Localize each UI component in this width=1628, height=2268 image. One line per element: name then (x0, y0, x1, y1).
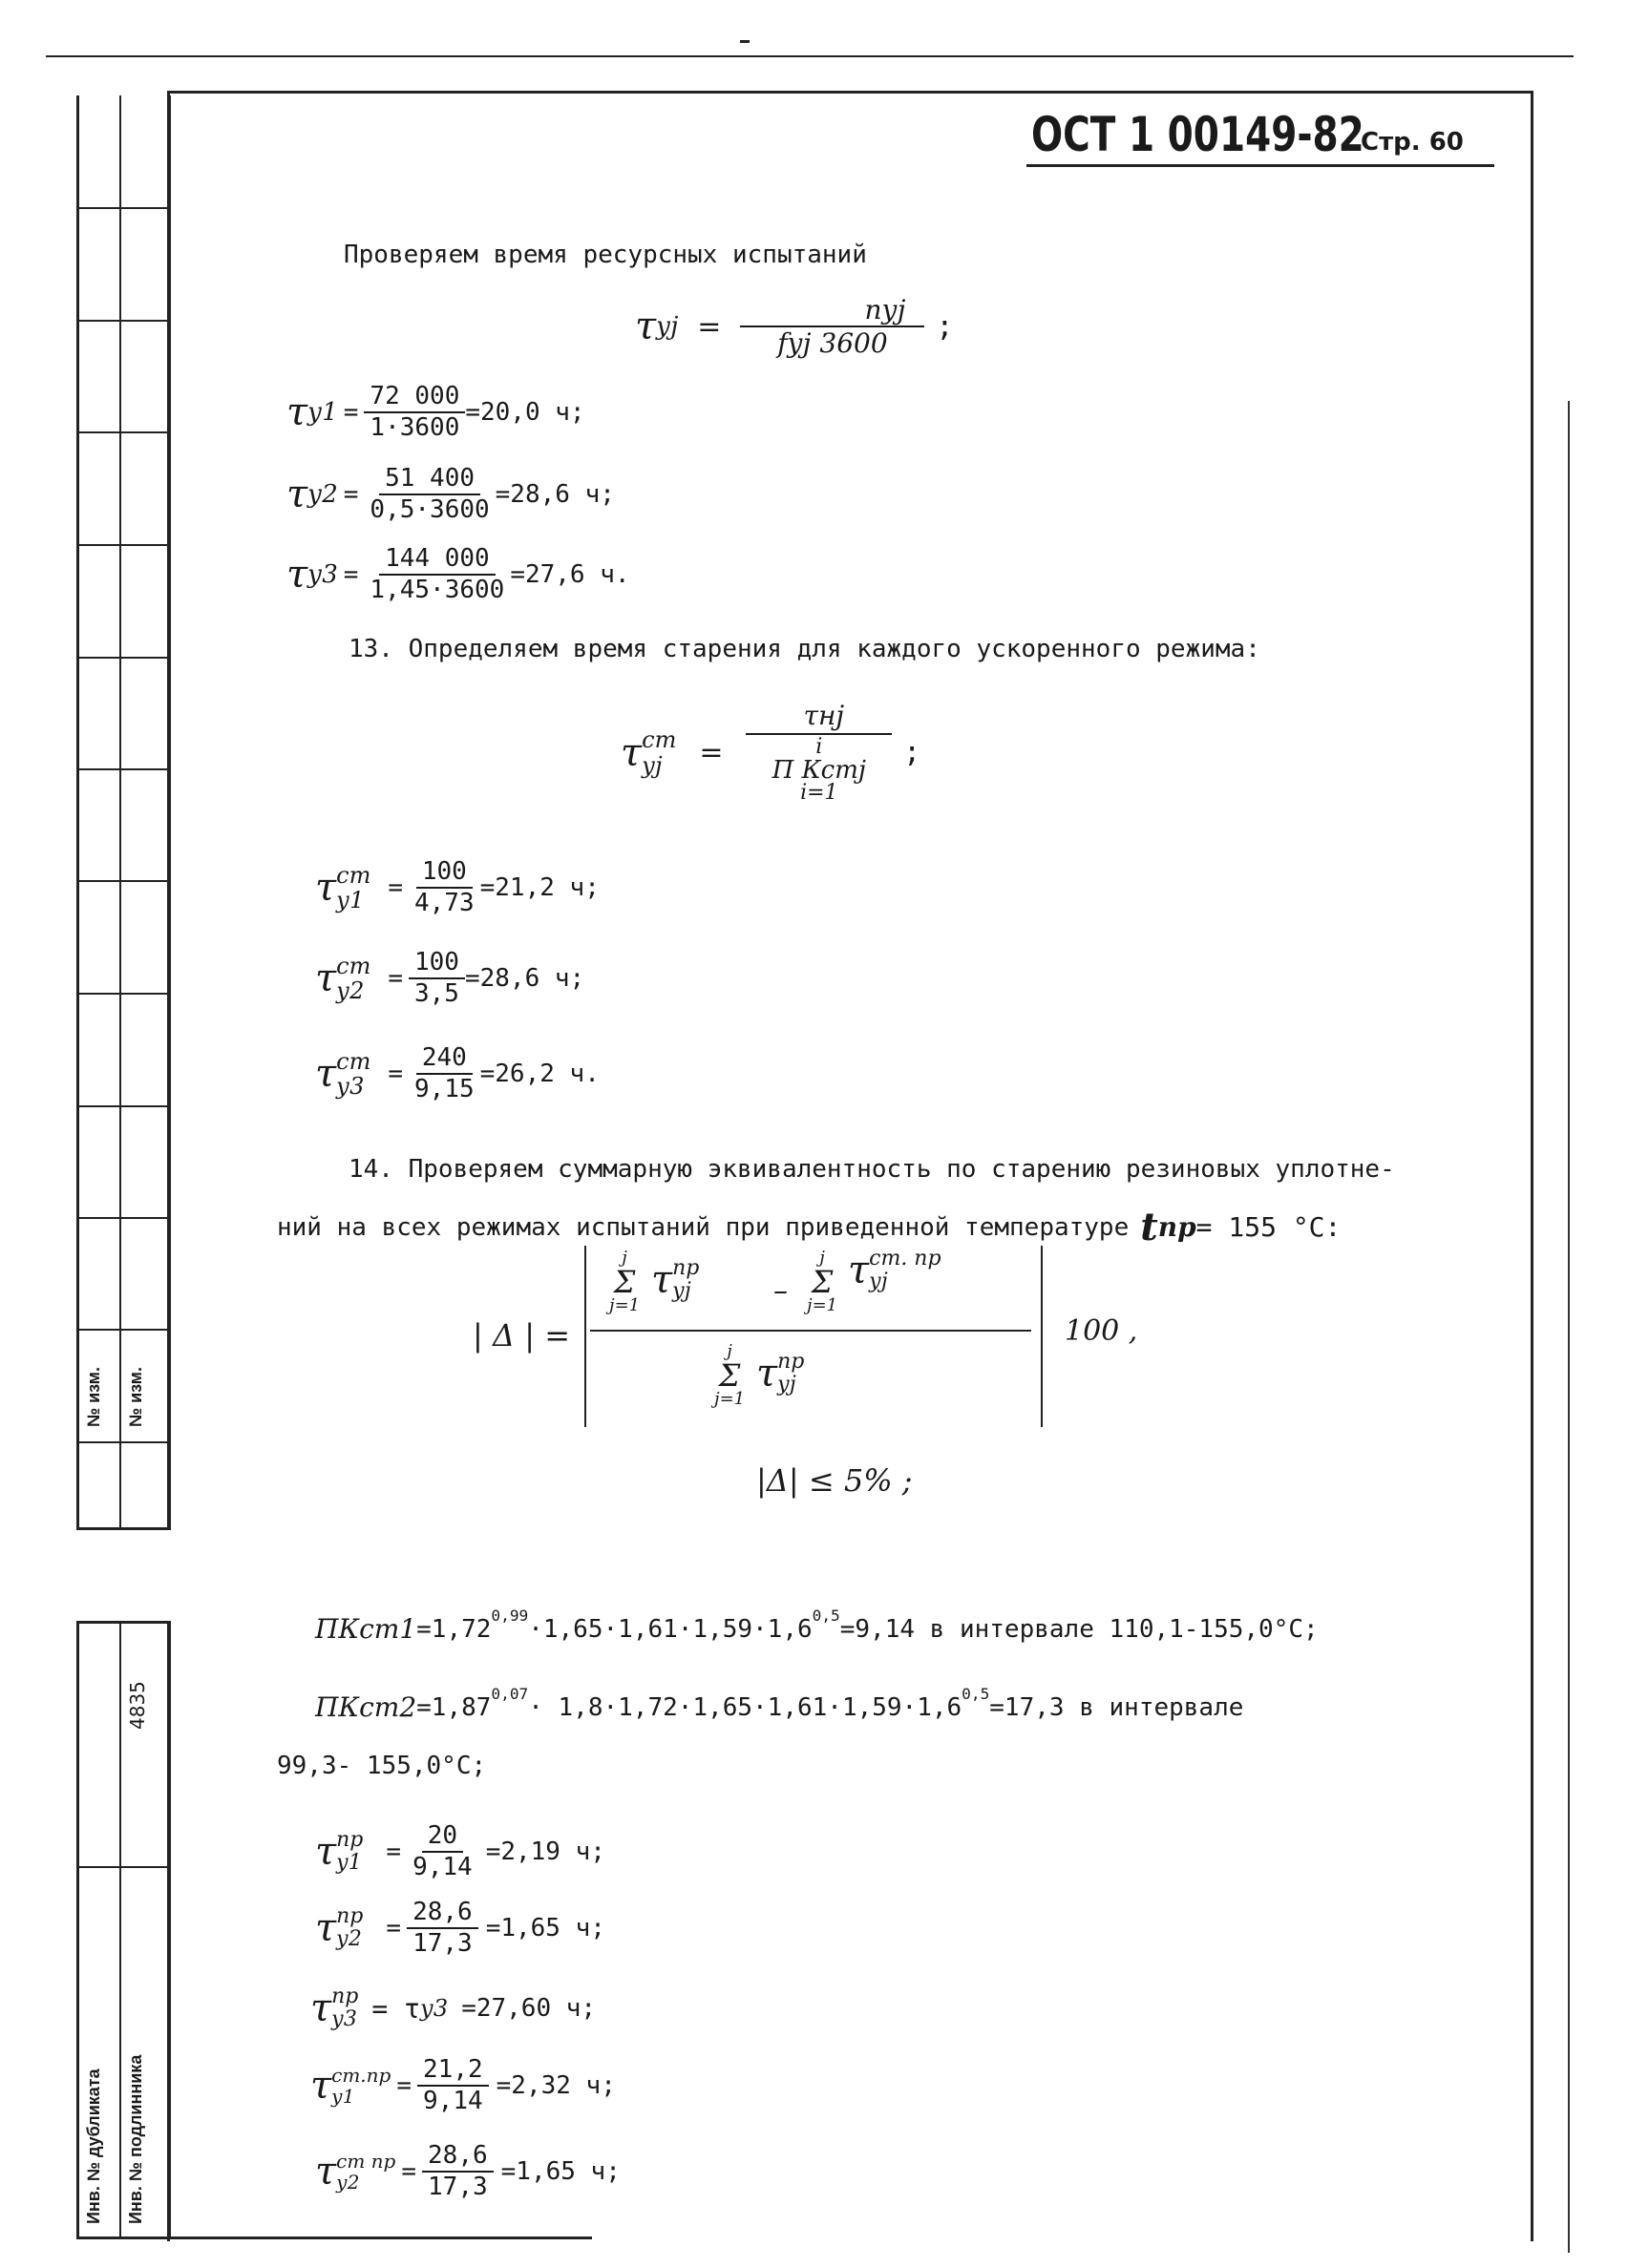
formula-tail: ; (903, 736, 921, 770)
row-num: 28,6 (422, 2143, 494, 2173)
row-fraction (409, 859, 480, 917)
section-13-formula (621, 702, 920, 804)
tau-symbol: τ (286, 472, 308, 517)
sum-1-top: j (622, 1248, 627, 1268)
formula-sub: уj (656, 312, 679, 342)
row-den: 9,15 (414, 1075, 475, 1104)
row-num: 100 (409, 950, 465, 979)
row-result: =1,65 ч; (500, 2157, 621, 2187)
strip-gap (76, 1530, 171, 1624)
row-supsub (331, 1985, 358, 2031)
formula-num: nуj (740, 296, 924, 327)
pk-line-2-cont: 99,3- 155,0°С; (277, 1752, 487, 1780)
right-margin-line (1568, 401, 1570, 2253)
pk2-tail: =17,3 в интервале (989, 1692, 1244, 1722)
row-den: 9,14 (423, 2087, 483, 2116)
resource-row-2 (286, 466, 615, 524)
strip-rule-10 (79, 1217, 168, 1219)
row-sup: ст пр (336, 2150, 396, 2174)
abs-delta: | Δ | = (473, 1317, 570, 1354)
section-14-line-2 (277, 1205, 1341, 1250)
row-sub: у3 (307, 560, 338, 590)
pk1-expr: =1,72 (416, 1614, 492, 1644)
dup-label-1: Инв. № дубликата (84, 2068, 103, 2224)
row-result: =2,19 ч; (485, 1838, 605, 1867)
fraction-bar (590, 1330, 1031, 1332)
strip-rule-1 (79, 207, 168, 209)
row-fraction (407, 1823, 478, 1881)
row-sub: у1 (307, 398, 338, 428)
tau-symbol: τ (621, 730, 643, 775)
row-supsub (336, 1905, 363, 1951)
row-den: 3,5 (414, 979, 459, 1009)
equals: = (699, 736, 724, 770)
resource-intro: Проверяем время ресурсных испытаний (344, 241, 867, 269)
tau-symbol: τ (635, 304, 657, 349)
formula-sub: уj (642, 751, 663, 779)
pk2-mid: · 1,8·1,72·1,65·1,61·1,59·1,6 (528, 1692, 962, 1722)
row-result: =1,65 ч; (485, 1914, 605, 1943)
row-sub: у2 (336, 1927, 362, 1952)
row-num: 51 400 (379, 466, 480, 495)
strip-rule-11 (79, 1329, 168, 1331)
equals: = (396, 2071, 412, 2101)
equals: = (388, 964, 403, 994)
tau-symbol: τ (310, 2064, 332, 2109)
pk1-exp: 0,99 (491, 1606, 529, 1625)
term-2-sup: ст. пр (869, 1247, 941, 1270)
resource-row-1 (286, 384, 585, 442)
dup-label-2: Инв. № подлинника (126, 2054, 145, 2224)
formula-den-block (767, 735, 872, 804)
term-1-supsub (672, 1257, 699, 1303)
resource-row-3 (286, 546, 630, 604)
row-sup: ст (336, 952, 371, 979)
row-sub: у3 (336, 1073, 365, 1101)
tau-symbol: τ (286, 553, 308, 598)
term-1-sup: пр (672, 1256, 700, 1280)
den-supsub (777, 1351, 804, 1396)
t-symbol: t (1140, 1205, 1158, 1250)
row-fraction (364, 546, 510, 604)
pk2-lhs: ПКст2 (315, 1691, 417, 1723)
pk1-mid: ·1,65·1,61·1,59·1,6 (528, 1614, 813, 1644)
row-sup: пр (331, 1984, 359, 2008)
doc-code-text: ОСТ 1 00149-82 (1031, 107, 1364, 162)
sum-2-bottom: j=1 (807, 1295, 838, 1315)
strip-rule-2 (79, 320, 168, 322)
tau-symbol: τ (651, 1258, 673, 1303)
row-sub: у3 (331, 2007, 357, 2032)
den-main: Π Кстj (772, 756, 866, 786)
row-sub: у2 (307, 480, 338, 510)
row-result: =2,32 ч; (496, 2071, 616, 2101)
formula-fraction (740, 296, 924, 358)
row-sub: у1 (336, 887, 365, 914)
izm-label-2: № изм. (126, 1367, 145, 1427)
row-sub: у2 (336, 2171, 360, 2194)
row-fraction (409, 950, 465, 1008)
pk1-exp2: 0,5 (812, 1606, 840, 1625)
formula-num: τнj (746, 702, 892, 735)
sum-2 (807, 1250, 837, 1314)
strip-rule-14 (79, 1866, 168, 1868)
row-den: 17,3 (412, 1929, 473, 1959)
line-2-text: ний на всех режимах испытаний при приведенной температуре (277, 1212, 1130, 1242)
tau-symbol: τ (286, 390, 308, 435)
row-eq: = τ (371, 1992, 420, 2025)
equals: = (401, 2157, 417, 2187)
row-result: =28,6 ч; (464, 964, 585, 994)
row-supsub (336, 954, 370, 1004)
row-sup: пр (336, 1828, 364, 1853)
row-supsub (331, 2065, 391, 2107)
row-eq-sub: у3 (419, 1995, 449, 2023)
result-row-2 (315, 1900, 605, 1958)
row-supsub (336, 1829, 363, 1875)
formula-tail: 100 , (1065, 1314, 1138, 1348)
t-sub: пр (1157, 1211, 1196, 1243)
aging-row-2 (315, 950, 584, 1008)
sum-2-top: j (819, 1248, 825, 1268)
izm-label-1: № изм. (84, 1367, 103, 1427)
resource-formula (635, 296, 953, 358)
tau-symbol: τ (315, 1052, 337, 1097)
row-sub: у1 (331, 2085, 355, 2109)
tau-symbol: τ (315, 1906, 337, 1951)
term-2 (848, 1248, 941, 1293)
formula-sup: ст (642, 726, 677, 754)
sum-1 (609, 1250, 640, 1314)
sum-2-sign: Σ (811, 1264, 834, 1300)
section-14-line-1: 14. Проверяем суммарную эквивалентность по старению резиновых уплотне- (349, 1155, 1395, 1184)
equals: = (343, 480, 359, 510)
row-fraction (422, 2143, 494, 2201)
pk2-exp2: 0,5 (962, 1685, 990, 1703)
formula-den: fуj 3600 (777, 327, 888, 360)
strip-rule-7 (79, 880, 168, 882)
row-sup: пр (336, 1904, 364, 1929)
row-result: =21,2 ч; (479, 873, 600, 903)
pk1-tail: =9,14 в интервале 110,1-155,0°С; (839, 1614, 1319, 1644)
equals: = (386, 1838, 402, 1867)
row-den: 0,5·3600 (370, 495, 490, 525)
den-term (756, 1351, 804, 1396)
den-sub: уj (777, 1373, 796, 1397)
row-result: =20,0 ч; (465, 398, 585, 428)
left-strip (76, 95, 171, 2238)
sum-3-bottom: j=1 (714, 1389, 746, 1409)
row-fraction (407, 1900, 478, 1958)
aging-row-1 (315, 859, 600, 917)
equals: = (343, 398, 359, 428)
strip-rule-3 (79, 431, 168, 433)
equals: = (343, 560, 359, 590)
top-tick (740, 40, 750, 43)
formula-tail: ; (936, 309, 954, 344)
row-num: 21,2 (417, 2057, 489, 2087)
aging-row-3 (315, 1045, 600, 1103)
den-top: i (815, 735, 823, 760)
result-row-4 (310, 2057, 616, 2115)
row-sup: ст.пр (331, 2064, 391, 2088)
section-14-formula (468, 1246, 1155, 1427)
abs-bar-left (584, 1246, 586, 1427)
pk-line-1 (315, 1606, 1319, 1645)
result-row-1 (315, 1823, 605, 1881)
sum-3-sign: Σ (718, 1357, 741, 1394)
strip-rule-6 (79, 768, 168, 770)
tau-symbol: τ (315, 1830, 337, 1875)
row-num: 72 000 (364, 384, 465, 413)
result-row-3 (310, 1985, 596, 2031)
equals: = (697, 309, 722, 344)
sum-1-bottom: j=1 (609, 1295, 641, 1315)
row-sup: ст (336, 861, 371, 889)
row-num: 100 (416, 859, 473, 889)
tau-symbol: τ (848, 1249, 870, 1293)
tau-symbol: τ (756, 1352, 778, 1396)
tau-symbol: τ (315, 2150, 337, 2194)
abs-bar-right (1041, 1246, 1043, 1427)
row-result: =27,6 ч. (510, 560, 630, 590)
strip-rule-9 (79, 1105, 168, 1107)
row-fraction (364, 384, 465, 442)
row-den: 1·3600 (370, 413, 460, 443)
formula-supsub (642, 727, 676, 778)
row-num: 28,6 (407, 1900, 478, 1929)
sum-3-top: j (727, 1341, 732, 1361)
minus-sign: – (773, 1274, 788, 1308)
row-supsub (336, 863, 370, 914)
pk-line-2 (315, 1685, 1244, 1723)
result-row-5 (315, 2143, 621, 2201)
equals: = (388, 873, 403, 903)
row-result: =27,60 ч; (461, 1994, 597, 2024)
row-supsub (336, 2151, 395, 2193)
sidebar-number: 4835 (126, 1681, 149, 1730)
sum-1-sign: Σ (613, 1264, 636, 1300)
page-label: Стр. 60 (1361, 128, 1464, 157)
tau-symbol: τ (310, 1986, 332, 2031)
strip-rule-5 (79, 657, 168, 659)
pk2-expr: =1,87 (416, 1692, 492, 1722)
strip-rule-12 (79, 1441, 168, 1443)
row-fraction (417, 2057, 489, 2115)
row-sup: ст (336, 1047, 371, 1075)
row-sub: у1 (336, 1851, 362, 1876)
row-result: =26,2 ч. (479, 1060, 600, 1089)
term-2-sub: уj (869, 1270, 888, 1294)
term-1 (651, 1257, 699, 1303)
row-sub: у2 (336, 977, 365, 1005)
condition: |Δ| ≤ 5% ; (756, 1462, 913, 1499)
term-1-sub: уj (672, 1279, 691, 1304)
den-sup: пр (777, 1350, 805, 1374)
formula-fraction (746, 702, 892, 804)
row-num: 20 (422, 1823, 463, 1853)
row-fraction (409, 1045, 480, 1103)
strip-rule-4 (79, 544, 168, 546)
strip-divider (119, 95, 121, 2238)
row-den: 1,45·3600 (370, 576, 505, 605)
equals: = (388, 1060, 403, 1089)
tau-symbol: τ (315, 866, 337, 911)
strip-rule-8 (79, 993, 168, 995)
sum-3 (714, 1343, 745, 1408)
top-rule (46, 55, 1574, 57)
row-fraction (364, 466, 495, 524)
den-bottom: i=1 (800, 781, 838, 806)
t-value: = 155 °С: (1195, 1211, 1342, 1243)
row-num: 144 000 (379, 546, 496, 576)
row-supsub (336, 1049, 370, 1100)
equals: = (386, 1914, 402, 1943)
header-underline (1026, 164, 1494, 167)
row-result: =28,6 ч; (495, 480, 615, 510)
term-2-supsub (869, 1248, 941, 1293)
pk2-exp: 0,07 (491, 1685, 529, 1703)
section-13-title: 13. Определяем время старения для каждого ускоренного режима: (349, 635, 1260, 663)
tau-symbol: τ (315, 956, 337, 1001)
row-den: 9,14 (412, 1853, 473, 1882)
pk1-lhs: ПКст1 (315, 1613, 417, 1645)
row-den: 17,3 (428, 2173, 488, 2202)
row-den: 4,73 (414, 889, 475, 918)
row-num: 240 (416, 1045, 473, 1075)
